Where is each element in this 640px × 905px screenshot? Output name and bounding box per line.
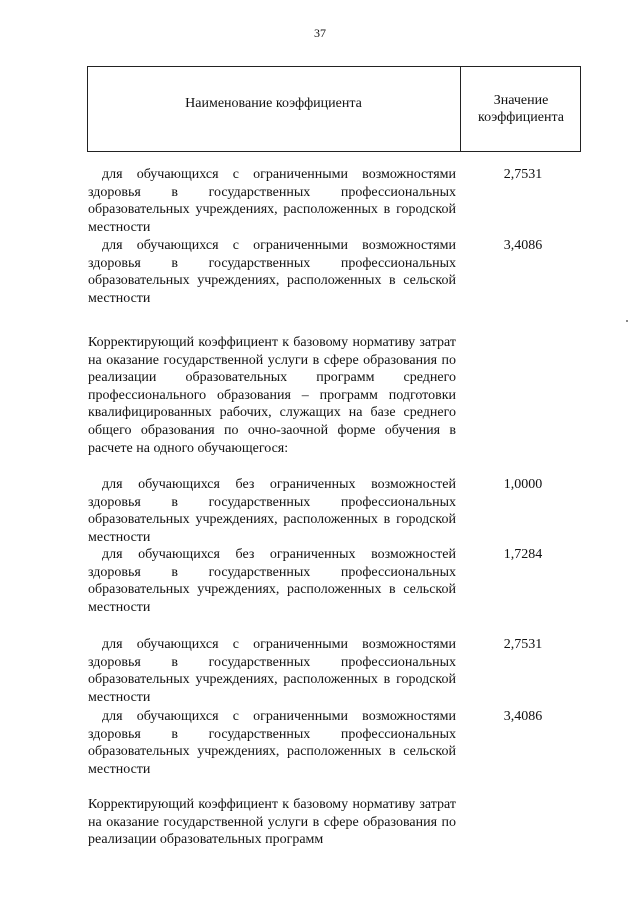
header-top-border [87, 66, 581, 67]
section-description: Корректирующий коэффициент к базовому нормативу затрат на оказание государственной услуги в сфере образования по реализации образовательных программ [88, 797, 456, 848]
row-value: 3,4086 [503, 238, 543, 253]
header-name-column: Наименование коэффициента [185, 96, 362, 111]
row-description: для обучающихся без ограниченных возможностей здоровья в государственных профессиональных образовательных учреждениях, расположенных в городской местности [88, 477, 456, 545]
row-description: для обучающихся с ограниченными возможностями здоровья в государственных профессиональных образовательных учреждениях, расположенных в сельской местности [88, 238, 456, 306]
row-description: для обучающихся с ограниченными возможностями здоровья в государственных профессиональных образовательных учреждениях, расположенных в городской местности [88, 637, 456, 705]
row-value: 1,7284 [503, 547, 543, 562]
section-description: Корректирующий коэффициент к базовому нормативу затрат на оказание государственной услуги в сфере образования по реализации образовательных программ среднего профессионального образования – программ подготовки квалифицированных рабочих, служащих на базе среднего общего образования по очно-заочной форме обучения в расчете на одного обучающегося: [88, 335, 456, 456]
row-description: для обучающихся с ограниченными возможностями здоровья в государственных профессиональных образовательных учреждениях, расположенных в сельской местности [88, 709, 456, 777]
row-value: 2,7531 [503, 167, 543, 182]
table-header [87, 66, 581, 152]
page-number: 37 [314, 26, 326, 40]
header-value-line1: Значение [493, 93, 549, 108]
row-value: 3,4086 [503, 709, 543, 724]
header-bottom-border [87, 151, 581, 152]
row-value: 1,0000 [503, 477, 543, 492]
header-value-column [461, 92, 581, 126]
row-value: 2,7531 [503, 637, 543, 652]
scan-speck [626, 320, 628, 322]
header-value-line2: коэффициента [478, 110, 564, 125]
row-description: для обучающихся без ограниченных возможностей здоровья в государственных профессиональных образовательных учреждениях, расположенных в сельской местности [88, 547, 456, 615]
row-description: для обучающихся с ограниченными возможностями здоровья в государственных профессиональных образовательных учреждениях, расположенных в городской местности [88, 167, 456, 235]
